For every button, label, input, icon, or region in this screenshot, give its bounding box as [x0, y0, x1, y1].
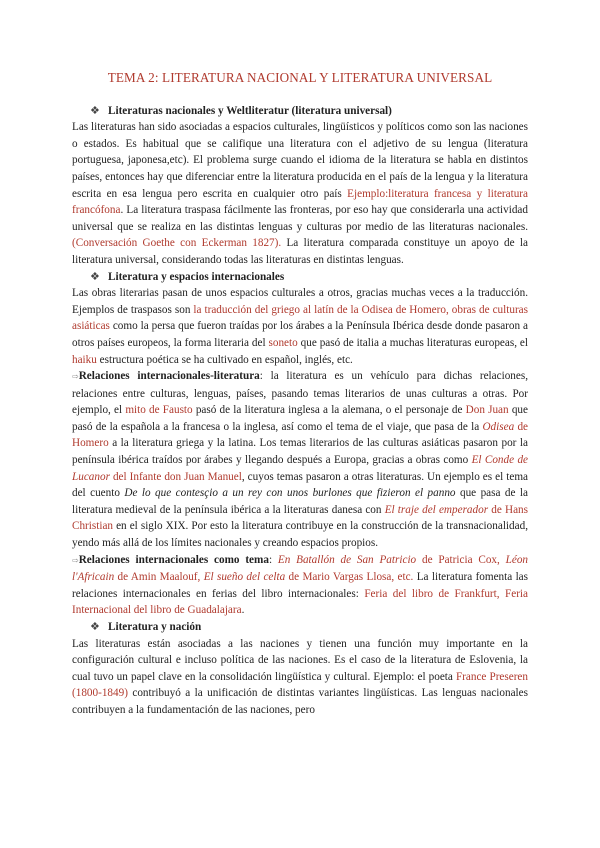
- text: Las obras literarias pasan de unos espacios culturales a otros, gracias muchas veces a la traducción. Ejemplos de traspasos son: [72, 287, 528, 316]
- text: Las literaturas han sido asociadas a espacios culturales, lingüísticos y políticos como son las naciones o estados. Es habitual que se califique una literatura con el adjetivo de su lengua (literatura portuguesa, japonesa,etc). El problema surge cuando el idioma de la literatura se habla en distintos países, entonces hay que diferenciar entre la literatura producida en el país de la lengua y la literatura escrita en esa lengua pero escrita en cualquier otro país: [72, 121, 528, 200]
- text: . La literatura traspasa fácilmente las fronteras, por eso hay que considerarla una actividad universal que se realiza en las distintas lenguas y culturas por medio de las literaturas nacionales.: [72, 204, 528, 233]
- text: La literatura comparada constituye un apoyo de la literatura universal, considerando todas las literaturas en distintas lenguas.: [72, 237, 528, 266]
- section-heading-literatura-y-nacion: [72, 619, 528, 636]
- highlight-italic-text: El sueño del celta: [203, 571, 286, 584]
- highlight-italic-text: El Conde de Lucanor: [72, 454, 529, 483]
- heading-text: Literaturas nacionales y Weltliteratur (literatura universal): [108, 104, 392, 117]
- text: :: [268, 553, 278, 566]
- page-title: TEMA 2: LITERATURA NACIONAL Y LITERATURA UNIVERSAL: [107, 70, 493, 85]
- paragraph-literatura-y-nacion: [72, 636, 528, 719]
- highlight-text: Feria del libro de Frankfurt, Feria Internacional del libro de Guadalajara: [72, 587, 528, 617]
- arrow-icon: ⇨: [72, 372, 79, 382]
- highlight-text: de Amin Maalouf,: [114, 571, 204, 584]
- text: que pasa de la literatura medieval de la península ibérica a la literaturas danesa con: [72, 487, 528, 516]
- diamond-bullet-icon: ❖: [90, 104, 101, 117]
- text: Las literaturas están asociadas a las naciones y tienen una función muy importante en la configuración cultural e incluso política de las naciones. Es el caso de la literatura de Eslovenia, la cual tuvo un papel clave en la consolidación lingüística y cultural. Ejemplo: el poeta: [72, 637, 528, 683]
- text: pasó de la literatura inglesa a la alemana, o el personaje de: [192, 404, 466, 417]
- text: , cuyos temas pasaron a otras literaturas. Un ejemplo es el tema del cuento: [72, 470, 528, 500]
- text: contribuyó a la unificación de distintas variantes lingüísticas. Las lenguas nacionales contribuyen a la fundamentación de las naciones, pero: [72, 687, 528, 716]
- highlight-text: de Patricia Cox,: [416, 553, 506, 566]
- highlight-italic-text: Odisea: [482, 420, 515, 433]
- text: como la persa que fueron traídas por los árabes a la Península Ibérica desde donde pasaron a otros países europeos, la forma literaria del: [72, 320, 528, 349]
- highlight-text: mito de Fausto: [125, 404, 193, 417]
- section-heading-espacios-internacionales: [72, 269, 528, 286]
- text: La literatura fomenta las relaciones internacionales en ferias del libro internacionales:: [72, 571, 529, 600]
- text: en el siglo XIX. Por esto la literatura contribuye en la construcción de la transnacionalidad, yendo más allá de los límites nacionales y creando espacios propios.: [72, 520, 528, 550]
- arrow-icon: ⇨: [72, 555, 79, 565]
- highlight-italic-text: En Batallón de San Patricio: [277, 553, 417, 566]
- paragraph-relaciones-internacionales-literatura: [72, 368, 528, 552]
- highlight-text: soneto: [268, 336, 298, 349]
- text: estructura poética se ha cultivado en español, inglés, etc.: [96, 353, 353, 366]
- paragraph-espacios-internacionales: [72, 285, 528, 368]
- bold-term: Relaciones internacionales como tema: [78, 553, 269, 566]
- heading-text: Literatura y espacios internacionales: [108, 270, 285, 283]
- document-page: [72, 70, 528, 719]
- italic-text: De lo que contesçio a un rey con unos burlones que fizieron el panno: [124, 487, 456, 500]
- highlight-text: France Preseren (1800-1849): [72, 670, 528, 700]
- highlight-text: de Hans Christian: [72, 503, 528, 533]
- text: que pasó de italia a muchas literaturas europeas, el: [297, 336, 528, 349]
- heading-text: Literatura y nación: [108, 621, 202, 633]
- bold-term: Relaciones internacionales-literatura: [78, 370, 260, 383]
- text: : la literatura es un vehículo para dichas relaciones, relaciones entre culturas, lenguas, países, pasando temas literarios de unas culturas a otras. Por ejemplo, el: [72, 370, 528, 417]
- text: que pasó de la española a la francesa o la inglesa, así como el tema de el viaje, que pasa de la: [72, 404, 528, 433]
- diamond-bullet-icon: ❖: [90, 621, 101, 633]
- text: a la literatura griega y la latina. Los temas literarios de las culturas asiáticas pasaron por la península ibérica traídos por árabes y llegando después a Europa, gracias a obras como: [72, 437, 528, 467]
- highlight-text: Ejemplo:literatura francesa y literatura francófona: [72, 187, 528, 217]
- highlight-text: del Infante don Juan Manuel: [109, 470, 242, 483]
- highlight-text: de Mario Vargas Llosa, etc.: [285, 571, 414, 584]
- section-heading-literaturas-nacionales: [72, 103, 528, 120]
- highlight-italic-text: Léon l'Africain: [72, 553, 529, 584]
- highlight-text: de Homero: [72, 420, 529, 450]
- paragraph-literaturas-nacionales: [72, 119, 528, 268]
- highlight-text: (Conversación Goethe con Eckerman 1827).: [72, 237, 282, 250]
- paragraph-relaciones-como-tema: [72, 552, 528, 619]
- diamond-bullet-icon: ❖: [90, 270, 101, 283]
- highlight-text: Don Juan: [465, 404, 509, 417]
- highlight-text: la traducción del griego al latín de la Odisea de Homero, obras de culturas asiáticas: [72, 303, 528, 333]
- highlight-text: haiku: [72, 353, 97, 366]
- text: .: [241, 604, 245, 617]
- highlight-italic-text: El traje del emperador: [384, 503, 489, 516]
